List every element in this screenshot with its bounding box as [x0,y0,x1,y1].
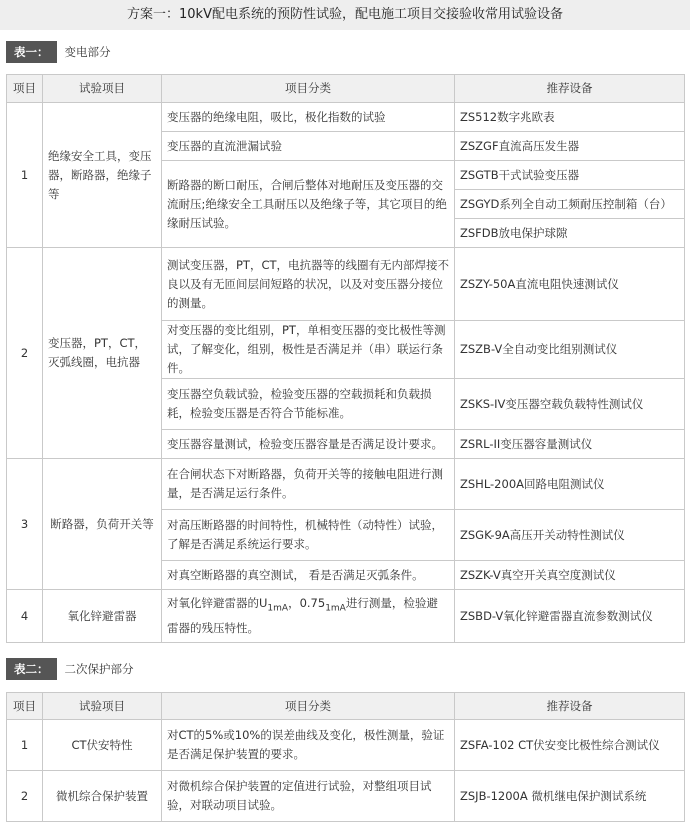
row-category: 对变压器的变比组别，PT，单相变压器的变比极性等测试，了解变化，组别，极性是否满足并（串）联运行条件。 [162,321,455,379]
section-header-substation [6,41,111,63]
row-equipment: ZSRL-II变压器容量测试仪 [455,430,685,459]
row-category: 对微机综合保护装置的定值进行试验，对整组项目试验，对联动项目试验。 [162,771,455,822]
row-category: 变压器的绝缘电阻，吸比，极化指数的试验 [162,103,455,132]
row-no: 2 [7,248,43,459]
row-equipment: ZSZY-50A直流电阻快速测试仪 [455,248,685,321]
row-category: 测试变压器，PT，CT，电抗器等的线圈有无内部焊接不良以及有无匝间层间短路的状况，以及对变压器分接位的测量。 [162,248,455,321]
table-row [7,248,685,321]
row-no: 3 [7,459,43,590]
row-category: 变压器的直流泄漏试验 [162,132,455,161]
col-header-category: 项目分类 [162,75,455,103]
section-tag: 表一： [6,41,57,63]
row-no: 4 [7,590,43,643]
row-category: 对真空断路器的真空测试， 看是否满足灭弧条件。 [162,561,455,590]
row-item: CT伏安特性 [43,720,162,771]
row-equipment: ZSJB-1200A 微机继电保护测试系统 [455,771,685,822]
row-category: 变压器容量测试，检验变压器容量是否满足设计要求。 [162,430,455,459]
col-header-no: 项目 [7,75,43,103]
row-equipment: ZSFDB放电保护球隙 [455,219,685,248]
category-sub-1: 1mA [267,603,289,614]
section-header-secondary [6,658,134,680]
col-header-item: 试验项目 [43,693,162,720]
row-equipment: ZS512数字兆欧表 [455,103,685,132]
table-row [7,459,685,510]
category-text-b: ，0.75 [288,596,326,611]
category-text-a: 对氧化锌避雷器的U [167,596,268,611]
row-equipment: ZSGTB干式试验变压器 [455,161,685,190]
row-equipment: ZSKS-IV变压器空载负载特性测试仪 [455,379,685,430]
substation-test-table [6,74,685,643]
table-row [7,720,685,771]
row-equipment: ZSZK-V真空开关真空度测试仪 [455,561,685,590]
row-category: 在合闸状态下对断路器，负荷开关等的接触电阻进行测量，是否满足运行条件。 [162,459,455,510]
table-header-row [7,693,685,720]
section-tag: 表二： [6,658,57,680]
row-category: 对高压断路器的时间特性，机械特性（动特性）试验，了解是否满足系统运行要求。 [162,510,455,561]
row-item: 氧化锌避雷器 [43,590,162,643]
row-item: 断路器，负荷开关等 [43,459,162,590]
table-row [7,771,685,822]
category-sub-2: 1mA [325,603,346,614]
page-title: 方案一：10kV配电系统的预防性试验，配电施工项目交接验收常用试验设备 [0,0,690,30]
row-equipment: ZSGYD系列全自动工频耐压控制箱（台） [455,190,685,219]
row-category [162,590,455,643]
row-no: 1 [7,720,43,771]
row-equipment: ZSGK-9A高压开关动特性测试仪 [455,510,685,561]
col-header-equipment: 推荐设备 [455,75,685,103]
category-text-c: 进行测量，检验避雷器的残压特性。 [167,596,438,635]
row-item: 变压器，PT，CT，灭弧线圈，电抗器 [43,248,162,459]
table-row [7,103,685,132]
col-header-category: 项目分类 [162,693,455,720]
row-category: 断路器的断口耐压，合闸后整体对地耐压及变压器的交流耐压;绝缘安全工具耐压以及绝缘子等，其它项目的绝缘耐压试验。 [162,161,455,248]
row-equipment: ZSZGF直流高压发生器 [455,132,685,161]
col-header-item: 试验项目 [43,75,162,103]
row-no: 2 [7,771,43,822]
row-equipment: ZSBD-V氧化锌避雷器直流参数测试仪 [455,590,685,643]
table-row [7,590,685,643]
col-header-equipment: 推荐设备 [455,693,685,720]
row-no: 1 [7,103,43,248]
section-name: 二次保护部分 [64,662,134,676]
secondary-protection-table [6,692,685,822]
row-equipment: ZSZB-V全自动变比组别测试仪 [455,321,685,379]
row-equipment: ZSFA-102 CT伏安变比极性综合测试仪 [455,720,685,771]
table-header-row [7,75,685,103]
col-header-no: 项目 [7,693,43,720]
row-category: 变压器空负载试验，检验变压器的空载损耗和负载损耗，检验变压器是否符合节能标准。 [162,379,455,430]
section-name: 变电部分 [64,45,111,59]
row-item: 绝缘安全工具，变压器，断路器，绝缘子等 [43,103,162,248]
row-category: 对CT的5%或10%的误差曲线及变化，极性测量，验证是否满足保护装置的要求。 [162,720,455,771]
row-equipment: ZSHL-200A回路电阻测试仪 [455,459,685,510]
row-item: 微机综合保护装置 [43,771,162,822]
